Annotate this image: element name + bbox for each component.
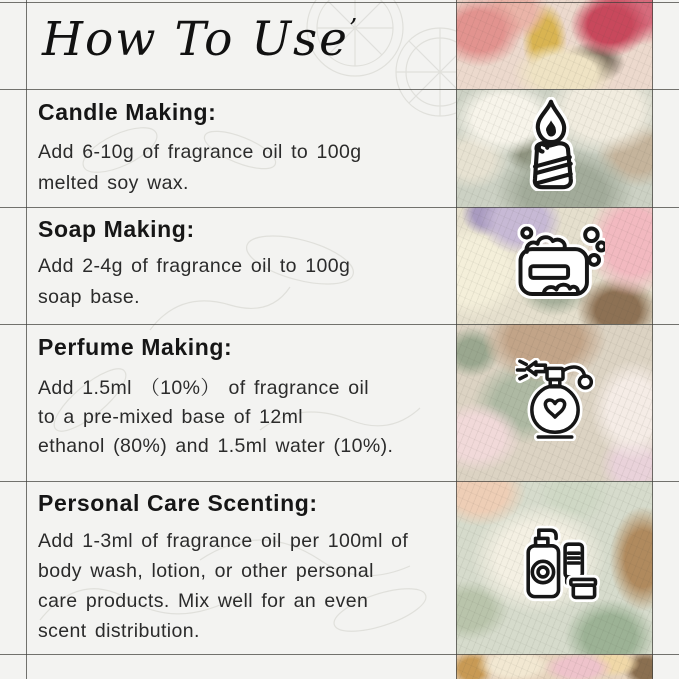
divider-4	[0, 481, 679, 482]
text-line: Add 1.5ml （10%） of fragrance oil	[38, 377, 369, 399]
divider-5	[0, 654, 679, 655]
perfume-making-text	[38, 374, 393, 461]
left-margin-rule	[26, 0, 27, 679]
personal-care-heading: Personal Care Scenting:	[38, 490, 318, 516]
text-line: Add 2-4g of fragrance oil to 100g	[38, 255, 351, 277]
divider-2	[0, 207, 679, 208]
candle-icon	[520, 97, 582, 191]
text-line: Add 6-10g of fragrance oil to 100g	[38, 141, 362, 163]
candle-making-text	[38, 137, 361, 199]
soap-making-text	[38, 251, 350, 313]
text-line: Add 1-3ml of fragrance oil per 100ml of	[38, 530, 409, 552]
strip-right-border	[652, 0, 653, 679]
rose-frame-bottom-artwork	[456, 654, 653, 679]
personal-care-icon	[520, 522, 602, 604]
candle-making-heading: Candle Making:	[38, 99, 217, 125]
title-flourish: ’	[348, 14, 358, 44]
rose-corner-artwork	[456, 0, 653, 89]
text-line: scent distribution.	[38, 620, 200, 642]
text-line: soap base.	[38, 286, 140, 308]
soap-making-heading: Soap Making:	[38, 216, 195, 242]
perfume-icon	[515, 358, 595, 441]
divider-3	[0, 324, 679, 325]
top-rule	[0, 2, 679, 3]
text-line: to a pre-mixed base of 12ml	[38, 406, 304, 428]
text-line: care products. Mix well for an even	[38, 590, 369, 612]
page-title: How To Use’	[42, 12, 358, 67]
strip-left-border	[456, 0, 457, 679]
divider-1	[0, 89, 679, 90]
text-line: ethanol (80%) and 1.5ml water (10%).	[38, 435, 394, 457]
text-line: body wash, lotion, or other personal	[38, 560, 374, 582]
personal-care-text	[38, 526, 408, 646]
perfume-making-heading: Perfume Making:	[38, 334, 233, 360]
soap-icon	[515, 224, 605, 303]
text-line: melted soy wax.	[38, 172, 189, 194]
